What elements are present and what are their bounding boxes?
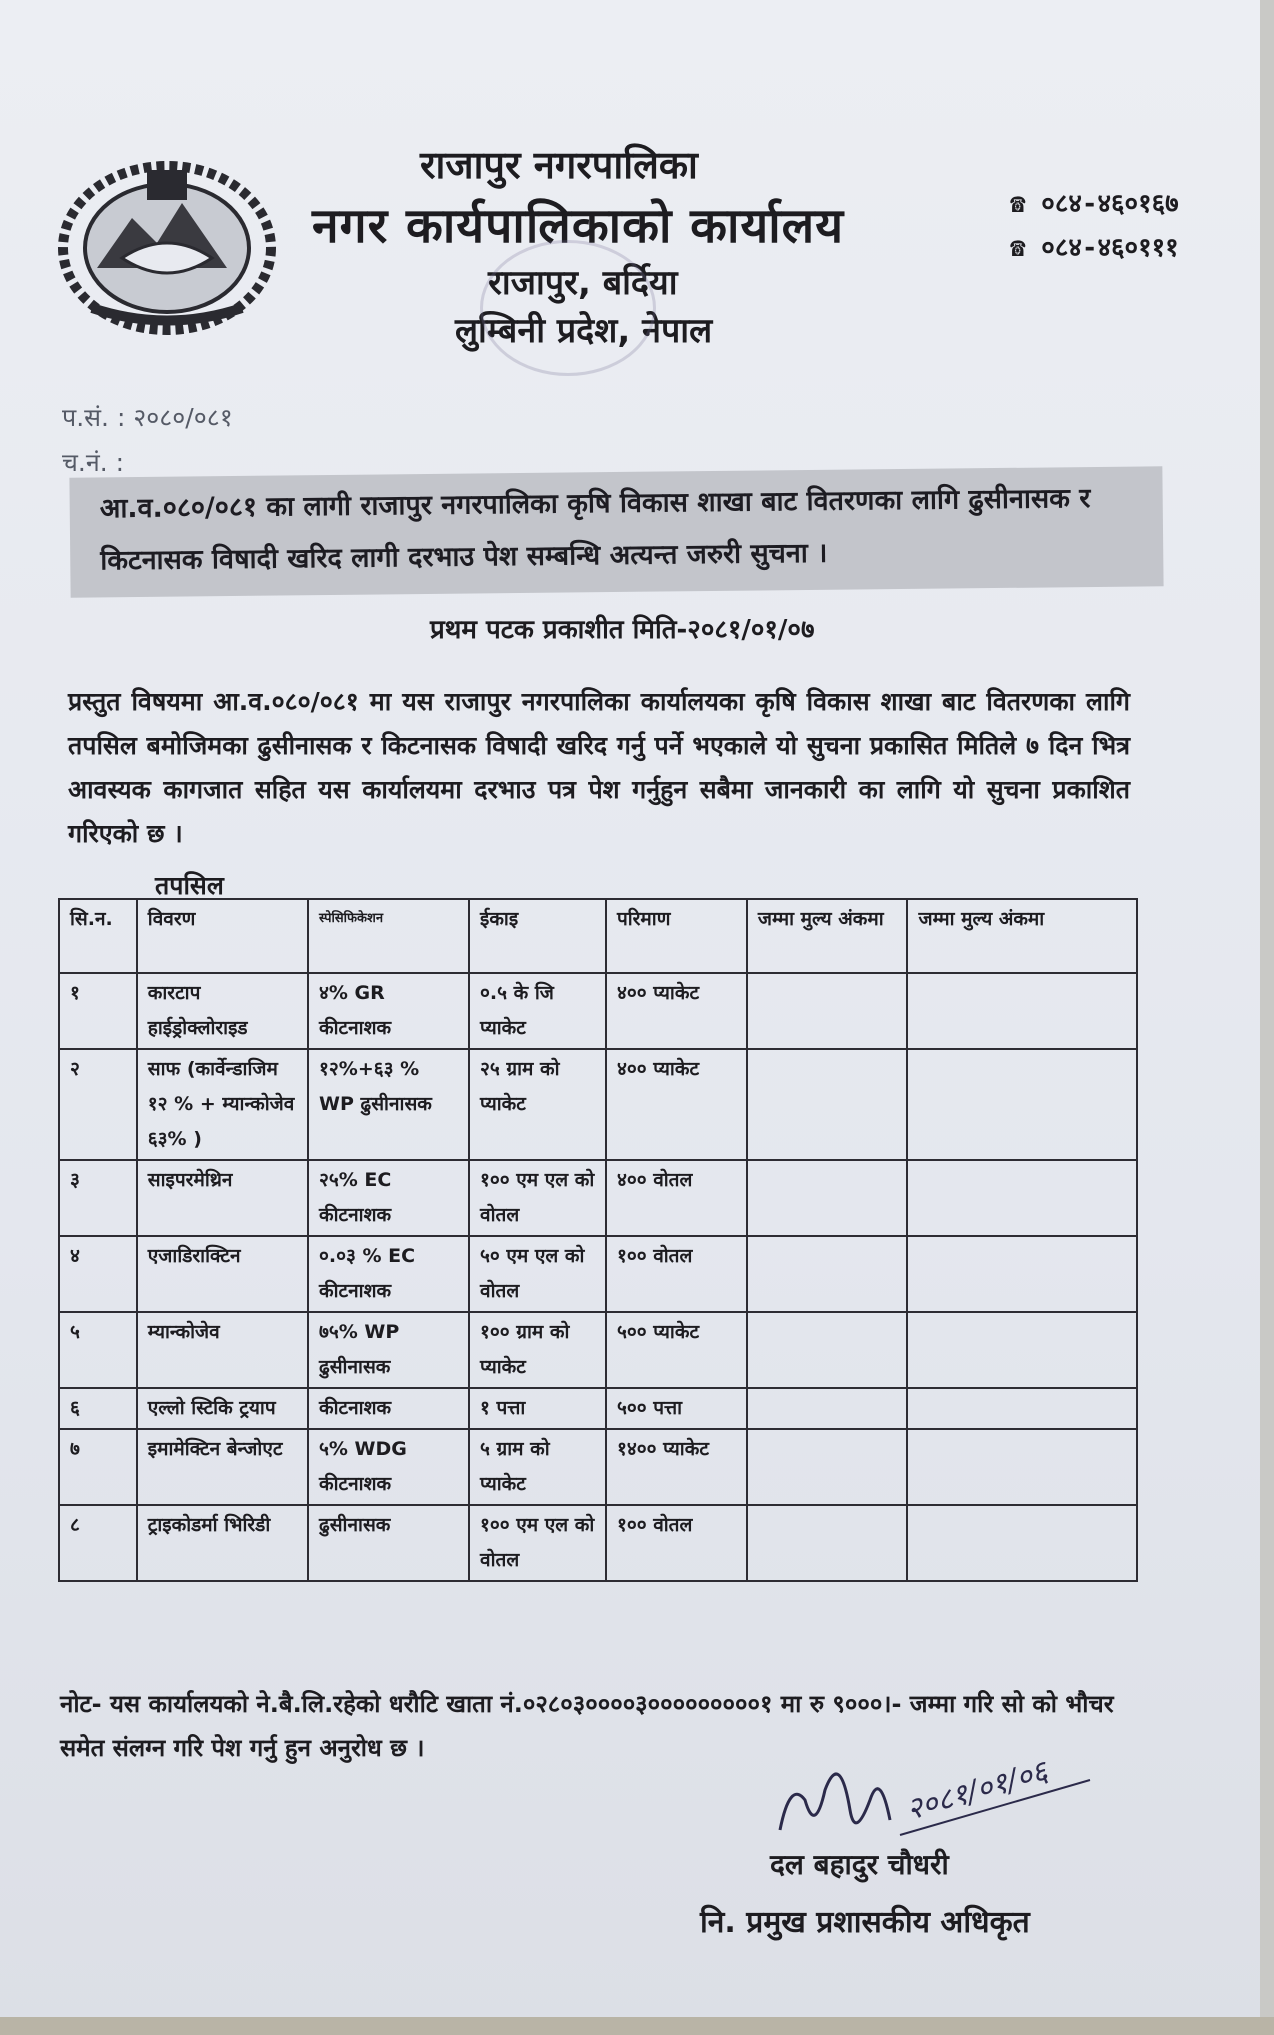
table-cell: ०.५ के जि प्याकेट [469,973,606,1049]
table-cell: ७५% WP ढुसीनासक [308,1312,469,1388]
table-cell: ८ [59,1505,137,1581]
table-cell: ४% GR कीटनाशक [308,973,469,1049]
table-cell [907,1505,1137,1581]
table-cell [907,973,1137,1049]
table-cell: १०० वोतल [606,1236,747,1312]
table-cell: ५०० प्याकेट [606,1312,747,1388]
table-cell: १४०० प्याकेट [606,1429,747,1505]
table-row [59,1505,1137,1581]
table-cell [907,1049,1137,1160]
table-cell: २५ ग्राम को प्याकेट [469,1049,606,1160]
items-table [58,898,1138,1582]
table-cell: १०० एम एल को वोतल [469,1505,606,1581]
col-header-specification: स्पेसिफिकेशन [308,899,469,973]
table-cell: १०० एम एल को वोतल [469,1160,606,1236]
handwritten-signature [770,1740,1100,1860]
office-stamp [480,240,656,376]
table-cell: एल्लो स्टिकि ट्रयाप [137,1388,308,1429]
col-header-total-words: जम्मा मुल्य अंकमा [907,899,1137,973]
col-header-description: विवरण [137,899,308,973]
table-row [59,1049,1137,1160]
table-cell: कीटनाशक [308,1388,469,1429]
table-cell [747,1236,908,1312]
col-header-quantity: परिमाण [606,899,747,973]
office-location: राजापुर, बर्दिया [488,263,678,303]
phone-number: ☎ ०८४-४६०१११ [1010,233,1179,263]
office-name: नगर कार्यपालिकाको कार्यालय [312,198,845,254]
table-cell: साफ (कार्वेन्डाजिम १२ % + म्यान्कोजेव ६३% ) [137,1049,308,1160]
table-cell: ५० एम एल को वोतल [469,1236,606,1312]
table-header-row [59,899,1137,973]
table-cell [907,1160,1137,1236]
office-province: लुम्बिनी प्रदेश, नेपाल [455,311,713,351]
table-cell [747,1312,908,1388]
table-cell [907,1388,1137,1429]
notice-body: प्रस्तुत विषयमा आ.व.०८०/०८१ मा यस राजापुर नगरपालिका कार्यालयका कृषि विकास शाखा बाट वितरणका लागि तपसिल बमोजिमका ढुसीनासक र किटनासक विषादी खरिद गर्नु पर्ने भएकाले यो सुचना प्रकासित मितिले ७ दिन भित्र आवस्यक कागजात सहित यस कार्यालयमा दरभाउ पत्र पेश गर्नुहुन सबैमा जानकारी का लागि यो सुचना प्रकाशित गरिएको छ । [68,687,1130,848]
table-cell: ७ [59,1429,137,1505]
signature-date: २०८१/०१/०६ [902,1754,1052,1828]
table-cell [747,1049,908,1160]
table-cell: ४०० वोतल [606,1160,747,1236]
table-cell: १०० वोतल [606,1505,747,1581]
reference-number: प.सं. : २०८०/०८१ [62,403,233,432]
table-cell: ५% WDG कीटनाशक [308,1429,469,1505]
table-cell [907,1429,1137,1505]
signatory-title: नि. प्रमुख प्रशासकीय अधिकृत [700,1905,1030,1940]
dispatch-number: च.नं. : [62,448,125,477]
notice-subject: आ.व.०८०/०८१ का लागी राजापुर नगरपालिका कृषि विकास शाखा बाट वितरणका लागि ढुसीनासक र किटनासक विषादी खरिद लागी दरभाउ पेश सम्बन्धि अत्यन्त जरुरी सुचना । [69,466,1163,597]
col-header-total-figures: जम्मा मुल्य अंकमा [747,899,908,973]
table-cell: ६ [59,1388,137,1429]
table-cell: ४०० प्याकेट [606,973,747,1049]
table-cell: २ [59,1049,137,1160]
table-cell [747,1429,908,1505]
deposit-note: नोट- यस कार्यालयको ने.बै.लि.रहेको धरौटि खाता नं.०२८०३००००३०००००००००१ मा रु ९०००।- जम्मा गरि सो को भौचर समेत संलग्न गरि पेश गर्नु हुन अनुरोध छ । [60,1690,1114,1762]
table-cell [747,1388,908,1429]
signatory-name: दल बहादुर चौधरी [770,1848,949,1881]
table-row [59,973,1137,1049]
page-edge [1260,0,1274,2035]
col-header-sn: सि.न. [59,899,137,973]
table-cell: ३ [59,1160,137,1236]
org-name: राजापुर नगरपालिका [420,143,698,187]
table-cell: १०० ग्राम को प्याकेट [469,1312,606,1388]
table-cell: कारटाप हाईड्रोक्लोराइड [137,973,308,1049]
table-cell: १ [59,973,137,1049]
table-cell: इमामेक्टिन बेन्जोएट [137,1429,308,1505]
table-cell: ट्राइकोडर्मा भिरिडी [137,1505,308,1581]
published-date: प्रथम पटक प्रकाशीत मिति-२०८१/०१/०७ [430,615,815,645]
table-row [59,1312,1137,1388]
table-cell: १ पत्ता [469,1388,606,1429]
table-cell: ढुसीनासक [308,1505,469,1581]
table-cell: साइपरमेथ्रिन [137,1160,308,1236]
table-row [59,1429,1137,1505]
table-cell: एजाडिराक्टिन [137,1236,308,1312]
table-cell: ४ [59,1236,137,1312]
nepal-emblem-icon [52,148,282,343]
table-row [59,1236,1137,1312]
table-row [59,1388,1137,1429]
table-cell [907,1312,1137,1388]
table-cell: ५ ग्राम को प्याकेट [469,1429,606,1505]
phone-number: ☎ ०८४-४६०१६७ [1010,189,1179,219]
table-cell: ०.०३ % EC कीटनाशक [308,1236,469,1312]
table-cell [907,1236,1137,1312]
table-caption: तपसिल [155,871,224,900]
col-header-unit: ईकाइ [469,899,606,973]
table-cell: म्यान्कोजेव [137,1312,308,1388]
table-cell: ५ [59,1312,137,1388]
table-cell: १२%+६३ % WP ढुसीनासक [308,1049,469,1160]
table-row [59,1160,1137,1236]
table-cell: २५% EC कीटनाशक [308,1160,469,1236]
table-cell [747,1160,908,1236]
table-cell [747,1505,908,1581]
table-cell [747,973,908,1049]
table-cell: ५०० पत्ता [606,1388,747,1429]
page-edge [0,2017,1274,2035]
table-cell: ४०० प्याकेट [606,1049,747,1160]
